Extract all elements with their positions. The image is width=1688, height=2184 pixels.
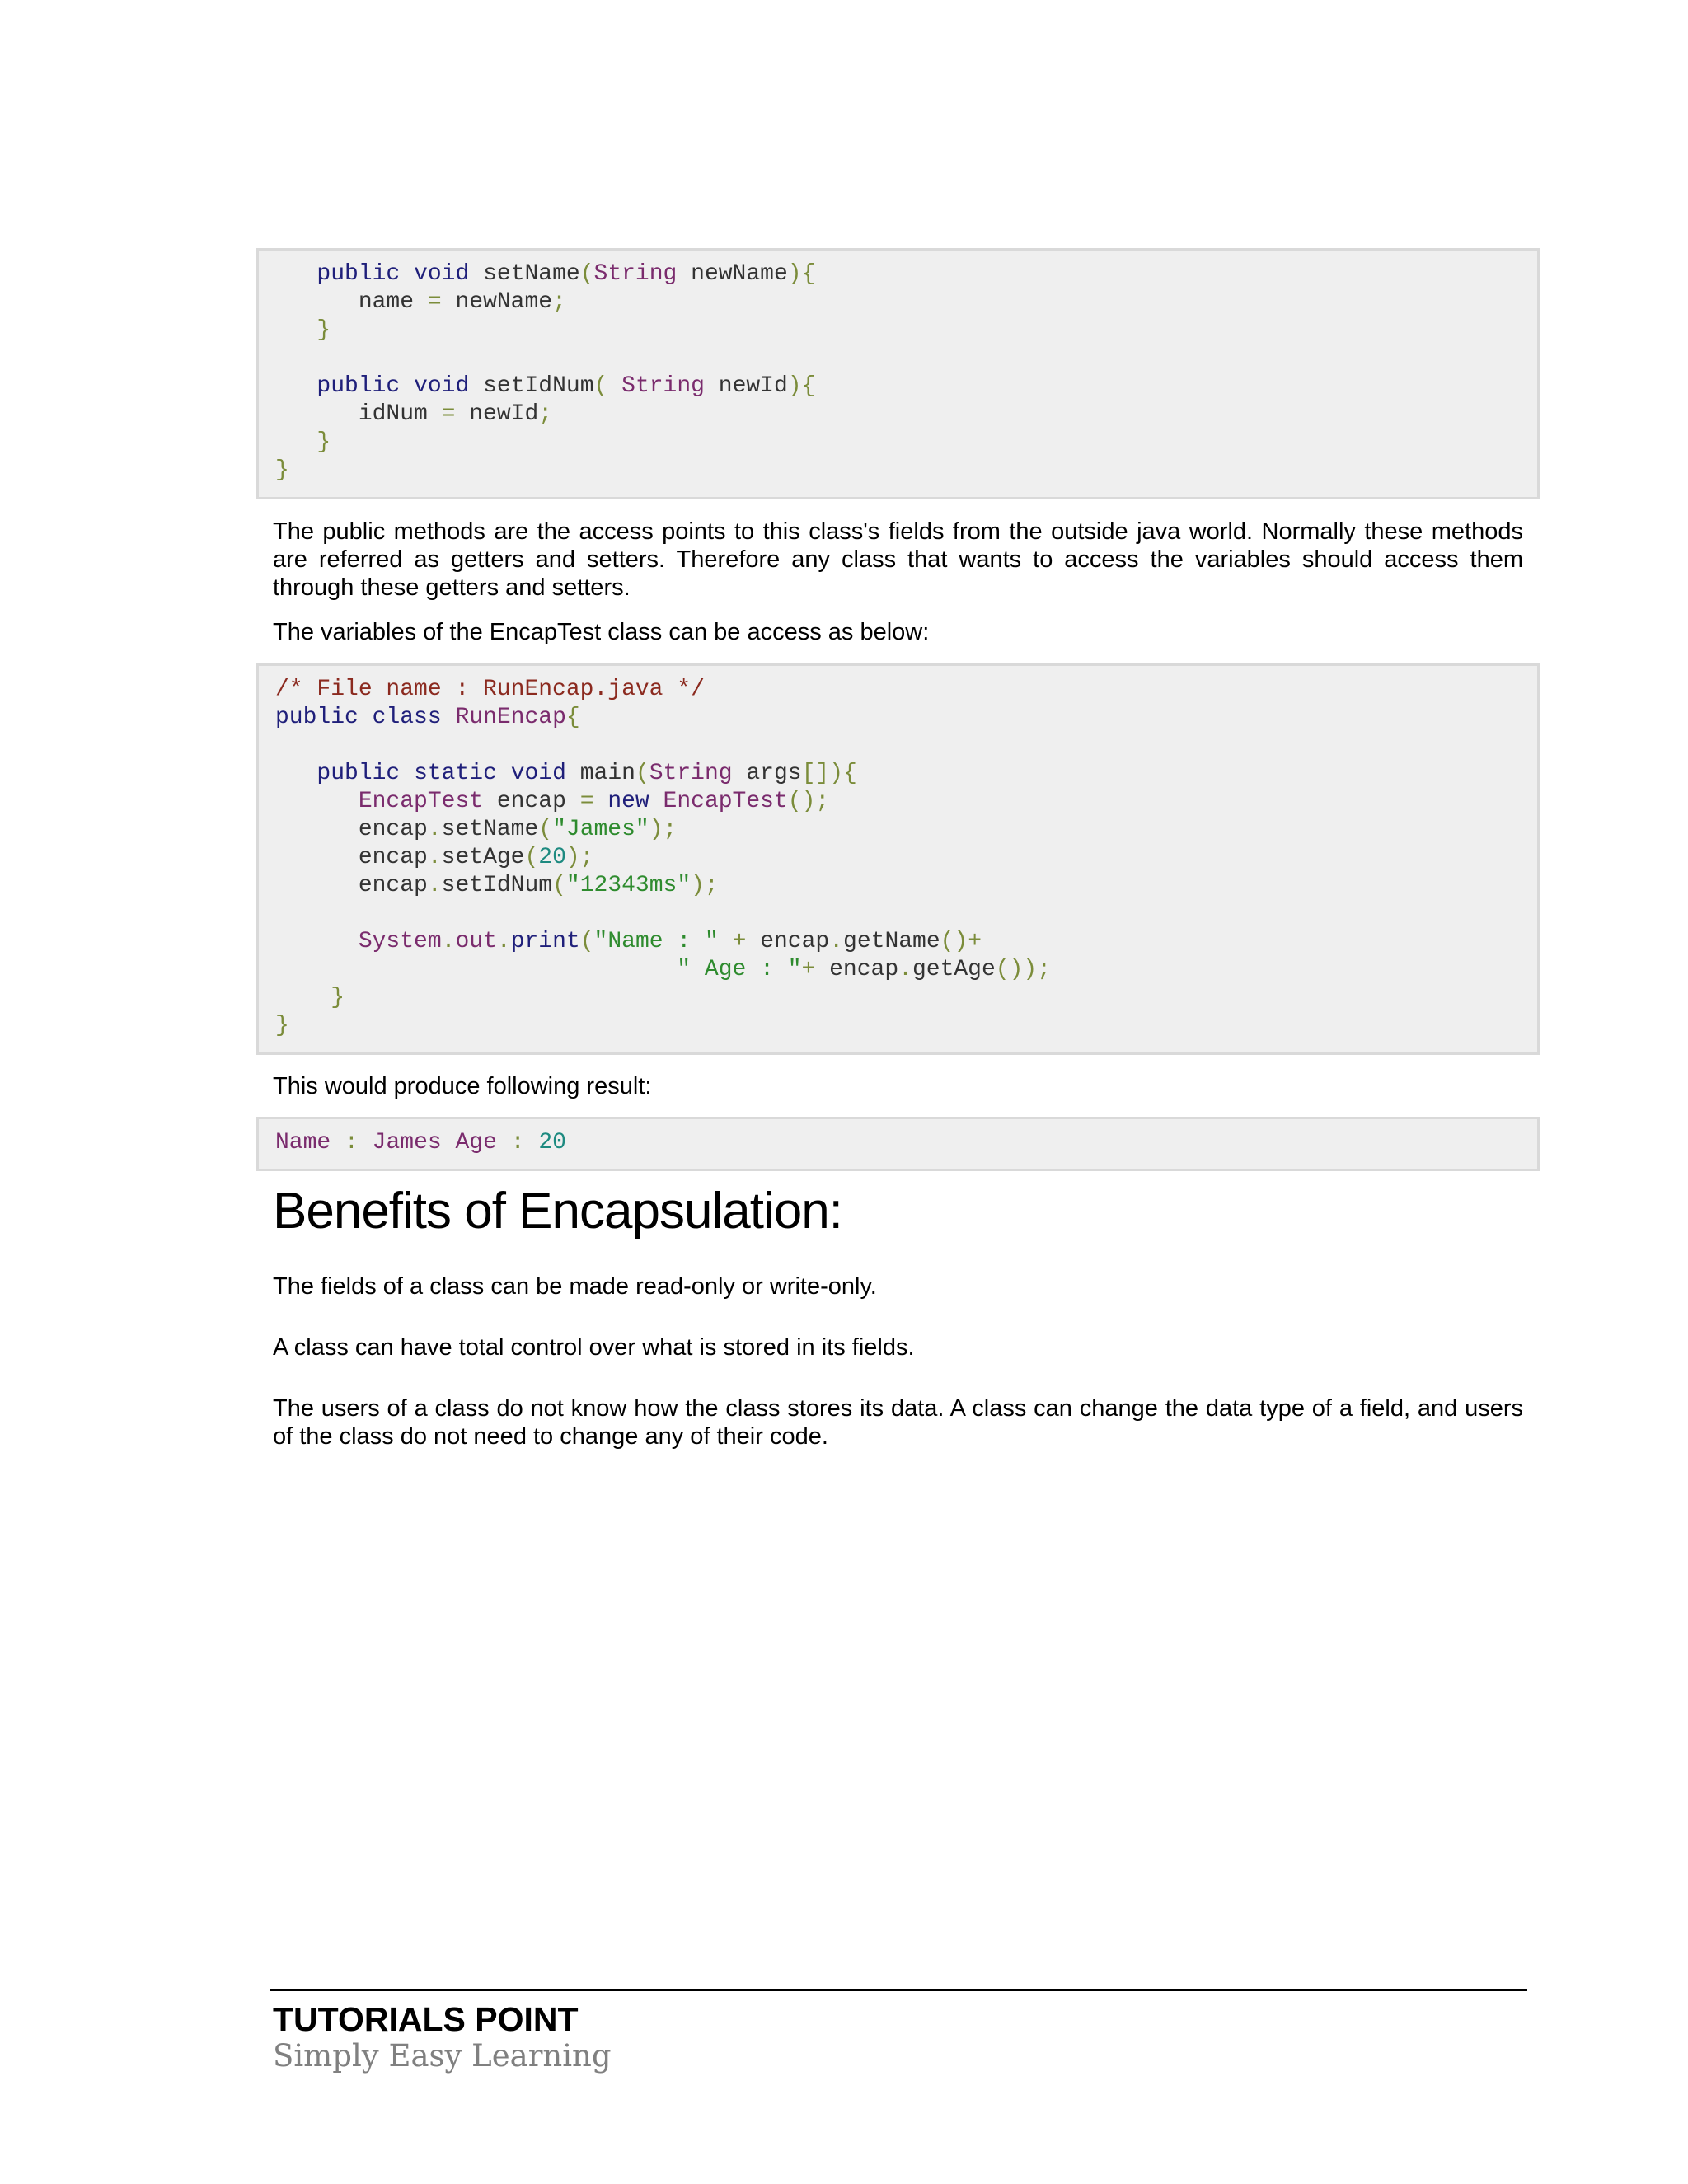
code-token: ( bbox=[579, 261, 594, 287]
code-token bbox=[275, 261, 316, 287]
code-token: EncapTest bbox=[358, 789, 484, 814]
code-token bbox=[442, 1130, 456, 1155]
code-token: } bbox=[275, 457, 289, 483]
section-heading: Benefits of Encapsulation: bbox=[273, 1183, 842, 1240]
footer-divider bbox=[270, 1989, 1527, 1991]
benefit-read-write: The fields of a class can be made read-only or write-only. bbox=[273, 1273, 877, 1300]
code-token: setName bbox=[469, 261, 580, 287]
footer-title: TUTORIALS POINT bbox=[273, 2000, 579, 2038]
code-text bbox=[275, 1129, 566, 1157]
code-token bbox=[649, 789, 663, 814]
code-token: ()); bbox=[995, 957, 1052, 982]
code-token: print bbox=[510, 929, 580, 954]
code-token: public bbox=[316, 261, 401, 287]
code-token: ){ bbox=[787, 261, 816, 287]
code-token: encap bbox=[275, 845, 428, 870]
code-token: String bbox=[593, 261, 678, 287]
code-token: ( bbox=[593, 373, 608, 399]
paragraph-access-intro: The variables of the EncapTest class can be access as below: bbox=[273, 619, 930, 645]
code-token: Name bbox=[275, 1130, 331, 1155]
code-token: encap bbox=[815, 957, 899, 982]
code-token: + bbox=[801, 957, 816, 982]
code-token: out bbox=[455, 929, 497, 954]
code-block-runencap bbox=[256, 663, 1540, 1055]
code-token: newId bbox=[455, 401, 539, 427]
code-token: ( bbox=[635, 761, 649, 786]
code-token: EncapTest bbox=[663, 789, 788, 814]
code-token: setName bbox=[441, 817, 539, 842]
code-token: . bbox=[427, 873, 442, 898]
code-token: encap bbox=[746, 929, 830, 954]
code-token: /* File name : RunEncap.java */ bbox=[275, 677, 705, 702]
code-token: . bbox=[427, 817, 442, 842]
code-token: ( bbox=[552, 873, 566, 898]
code-token: } bbox=[275, 429, 331, 455]
code-token: static bbox=[414, 761, 497, 786]
code-token: { bbox=[565, 705, 580, 730]
code-token bbox=[607, 373, 621, 399]
code-token: ()+ bbox=[940, 929, 982, 954]
code-token: = bbox=[441, 401, 456, 427]
code-token: ); bbox=[691, 873, 719, 898]
code-token: "Name : " bbox=[593, 929, 719, 954]
code-token: . bbox=[427, 845, 442, 870]
code-token: " Age : " bbox=[677, 957, 802, 982]
code-token bbox=[497, 761, 511, 786]
code-token: public bbox=[316, 373, 401, 399]
code-token: : bbox=[510, 1130, 525, 1155]
code-token: James bbox=[372, 1130, 442, 1155]
code-token bbox=[275, 929, 359, 954]
code-token: newId bbox=[704, 373, 788, 399]
code-token: 20 bbox=[538, 845, 566, 870]
code-token bbox=[525, 1130, 539, 1155]
code-token bbox=[275, 957, 677, 982]
code-token: ( bbox=[538, 817, 553, 842]
code-token: ; bbox=[552, 289, 566, 315]
code-token: . bbox=[898, 957, 912, 982]
paragraph-getters-setters: The public methods are the access points to this class's fields from the outside java world. Normally these methods are referred as getters and setters. Therefore any class that wants to access the variables should access them through these getters and setters. bbox=[273, 518, 1523, 601]
code-token: . bbox=[829, 929, 844, 954]
code-token: . bbox=[496, 929, 511, 954]
code-token: class bbox=[372, 705, 442, 730]
code-token: : bbox=[345, 1130, 359, 1155]
code-token: Age bbox=[455, 1130, 497, 1155]
code-token: = bbox=[579, 789, 594, 814]
code-token: public bbox=[275, 705, 359, 730]
code-token: (); bbox=[787, 789, 830, 814]
code-token: encap bbox=[275, 817, 428, 842]
benefit-control: A class can have total control over what is stored in its fields. bbox=[273, 1334, 915, 1361]
code-token: idNum bbox=[275, 401, 442, 427]
code-token: newName bbox=[677, 261, 788, 287]
code-token bbox=[400, 261, 414, 287]
code-token: void bbox=[510, 761, 566, 786]
code-token bbox=[719, 929, 733, 954]
code-token: } bbox=[275, 985, 345, 1010]
code-token: public bbox=[316, 761, 401, 786]
code-token: ( bbox=[579, 929, 594, 954]
code-token: []){ bbox=[801, 761, 857, 786]
code-token bbox=[359, 705, 373, 730]
code-token bbox=[275, 761, 316, 786]
code-token bbox=[400, 761, 414, 786]
code-token: void bbox=[414, 261, 470, 287]
code-token: } bbox=[275, 317, 331, 343]
code-token: } bbox=[275, 1013, 289, 1038]
code-text bbox=[275, 676, 1051, 1040]
code-token: String bbox=[621, 373, 705, 399]
code-token: System bbox=[358, 929, 442, 954]
footer-subtitle: Simply Easy Learning bbox=[273, 2038, 612, 2074]
code-token: newName bbox=[441, 289, 553, 315]
code-token bbox=[442, 705, 456, 730]
code-token: = bbox=[427, 289, 442, 315]
code-token bbox=[331, 1130, 345, 1155]
paragraph-result-intro: This would produce following result: bbox=[273, 1073, 652, 1099]
code-token: . bbox=[441, 929, 456, 954]
code-token: ( bbox=[524, 845, 539, 870]
code-token: ); bbox=[565, 845, 594, 870]
code-token: 20 bbox=[538, 1130, 566, 1155]
code-token: args bbox=[732, 761, 802, 786]
code-token: ); bbox=[649, 817, 678, 842]
code-block-output bbox=[256, 1117, 1540, 1171]
benefit-data-type: The users of a class do not know how the class stores its data. A class can change the data type of a field, and users of the class do not need to change any of their code. bbox=[273, 1395, 1523, 1450]
code-token: getName bbox=[843, 929, 940, 954]
code-token: setIdNum bbox=[441, 873, 553, 898]
code-token: encap bbox=[483, 789, 580, 814]
code-token bbox=[497, 1130, 511, 1155]
code-token: getAge bbox=[912, 957, 996, 982]
code-token: + bbox=[732, 929, 747, 954]
code-token: "12343ms" bbox=[565, 873, 692, 898]
code-block-setters bbox=[256, 248, 1540, 499]
code-token: String bbox=[649, 761, 733, 786]
code-token: name bbox=[275, 289, 428, 315]
code-token bbox=[275, 373, 316, 399]
code-text bbox=[275, 260, 815, 485]
code-token bbox=[359, 1130, 373, 1155]
code-token: setAge bbox=[441, 845, 525, 870]
code-token: "James" bbox=[552, 817, 649, 842]
code-token: void bbox=[414, 373, 470, 399]
code-token bbox=[400, 373, 414, 399]
code-token bbox=[275, 789, 359, 814]
code-token: main bbox=[565, 761, 635, 786]
code-token: setIdNum bbox=[469, 373, 594, 399]
code-token: RunEncap bbox=[455, 705, 566, 730]
code-token bbox=[594, 789, 608, 814]
code-token: ){ bbox=[787, 373, 816, 399]
code-token: ; bbox=[538, 401, 553, 427]
code-token: new bbox=[607, 789, 649, 814]
code-token: encap bbox=[275, 873, 428, 898]
